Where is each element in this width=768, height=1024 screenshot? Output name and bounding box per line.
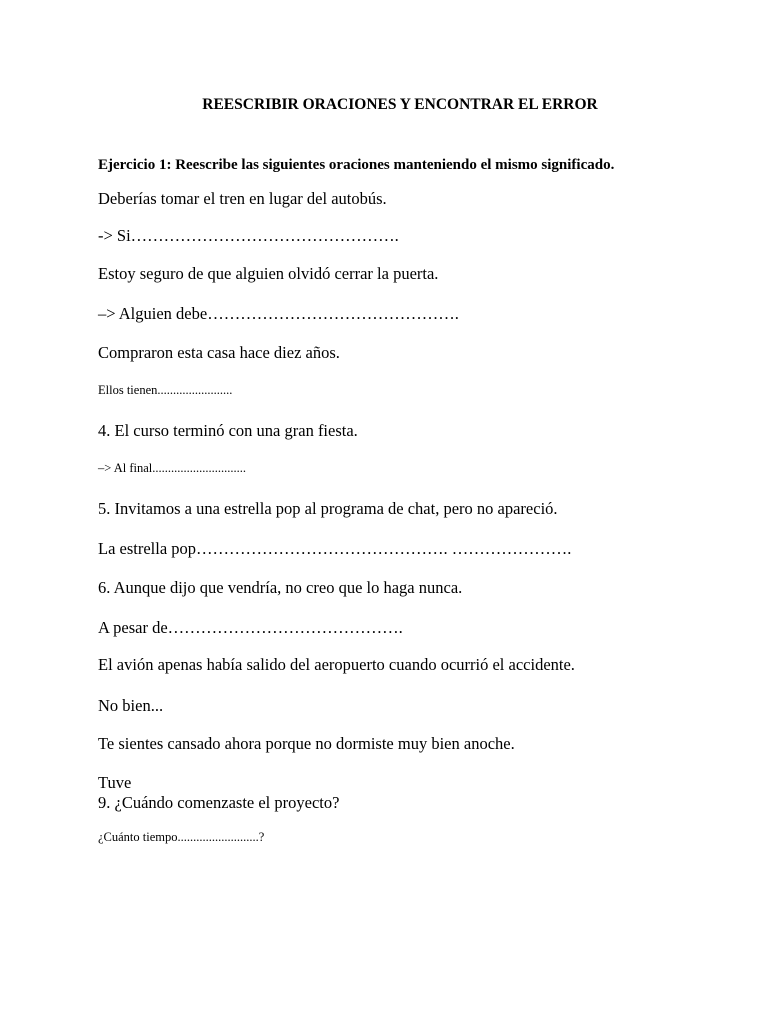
answer-line-9: ¿Cuánto tiempo..........................? bbox=[98, 830, 265, 844]
exercise-heading: Ejercicio 1: Reescribe las siguientes oraciones manteniendo el mismo significado. bbox=[98, 157, 615, 173]
answer-line-1: -> Si…………………………………………. bbox=[98, 226, 399, 245]
sentence-8: Te sientes cansado ahora porque no dormiste muy bien anoche. bbox=[98, 734, 515, 753]
sentence-7: El avión apenas había salido del aeropuerto cuando ocurrió el accidente. bbox=[98, 655, 575, 674]
sentence-2: Estoy seguro de que alguien olvidó cerrar la puerta. bbox=[98, 264, 439, 283]
sentence-1: Deberías tomar el tren en lugar del autobús. bbox=[98, 189, 387, 208]
answer-line-8: Tuve bbox=[98, 773, 132, 792]
answer-line-5: La estrella pop………………………………………. …………………. bbox=[98, 539, 572, 558]
document-title: REESCRIBIR ORACIONES Y ENCONTRAR EL ERROR bbox=[202, 96, 598, 113]
answer-line-7: No bien... bbox=[98, 696, 164, 715]
answer-line-3: Ellos tienen........................ bbox=[98, 383, 233, 397]
sentence-3: Compraron esta casa hace diez años. bbox=[98, 343, 340, 362]
sentence-5: 5. Invitamos a una estrella pop al programa de chat, pero no apareció. bbox=[98, 499, 558, 518]
answer-line-4: –> Al final.............................. bbox=[98, 461, 247, 475]
sentence-9: 9. ¿Cuándo comenzaste el proyecto? bbox=[98, 793, 340, 812]
sentence-6: 6. Aunque dijo que vendría, no creo que lo haga nunca. bbox=[98, 578, 463, 597]
answer-line-6: A pesar de……………………………………. bbox=[98, 618, 403, 637]
answer-line-2: –> Alguien debe………………………………………. bbox=[98, 304, 459, 323]
sentence-4: 4. El curso terminó con una gran fiesta. bbox=[98, 421, 358, 440]
